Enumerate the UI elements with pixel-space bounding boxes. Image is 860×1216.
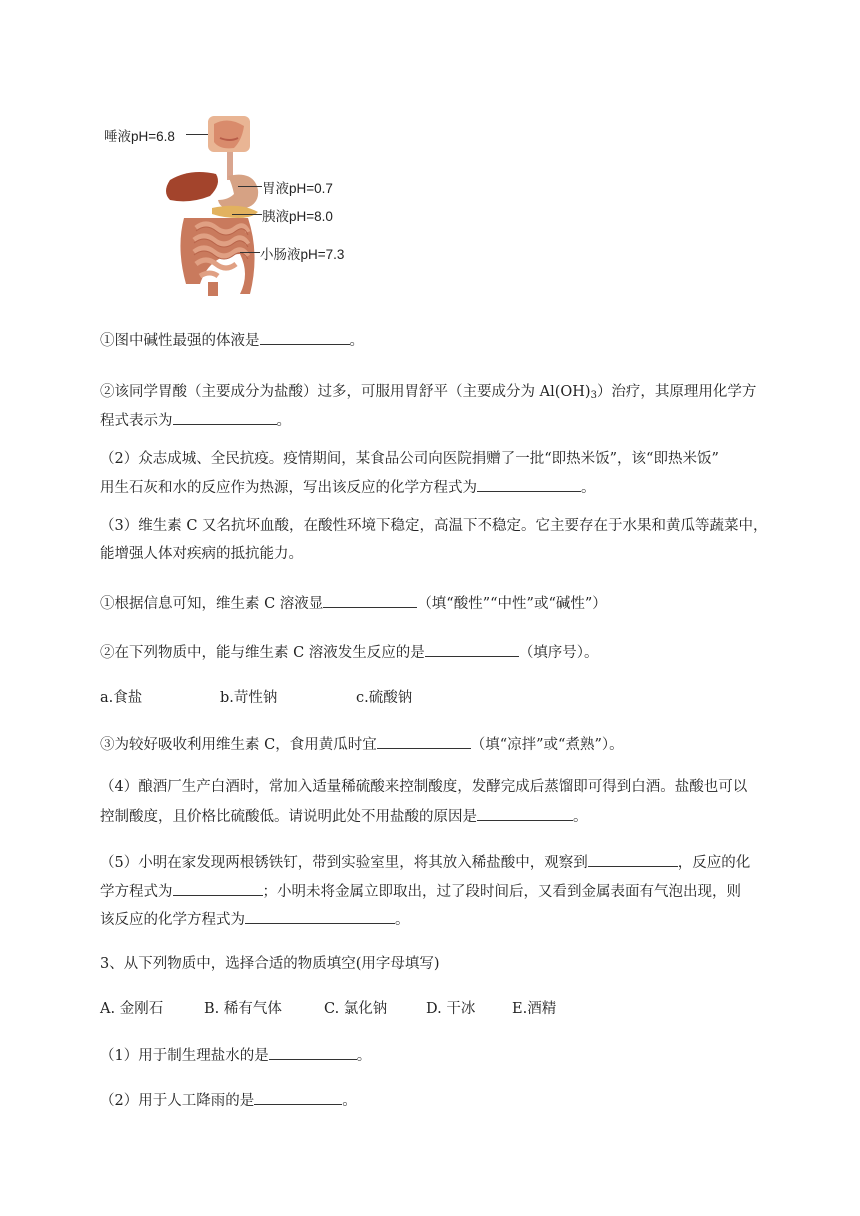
option-c: C. 氯化钠 — [324, 1001, 388, 1017]
gastric-leader-line — [238, 186, 262, 187]
saliva-leader-line — [186, 134, 208, 135]
pancreatic-leader-line — [232, 214, 262, 215]
q5-line1: （5）小明在家发现两根锈铁钉，带到实验室里，将其放入稀盐酸中，观察到 ，反应的化 — [100, 851, 802, 874]
q2-line2: 用生石灰和水的反应作为热源，写出该反应的化学方程式为 。 — [100, 476, 802, 499]
q3-line1: （3）维生素 C 又名抗坏血酸，在酸性环境下稳定，高温下不稳定。它主要存在于水果和黄瓜等蔬菜中， — [100, 518, 768, 534]
q5-line3: 该反应的化学方程式为 。 — [100, 908, 802, 931]
answer-blank[interactable] — [173, 409, 277, 425]
answer-blank[interactable] — [477, 805, 573, 821]
question3-sub1: （1）用于制生理盐水的是 。 — [100, 1044, 802, 1067]
answer-blank[interactable] — [425, 641, 519, 657]
option-b: b.苛性钠 — [220, 690, 278, 706]
intestinal-ph-label: 小肠液pH=7.3 — [260, 247, 345, 262]
q4-line1: （4）酿酒厂生产白酒时，常加入适量稀硫酸来控制酸度，发酵完成后蒸馏即可得到白酒。盐酸也可以 — [100, 779, 748, 795]
question3-sub2: （2）用于人工降雨的是 。 — [100, 1089, 802, 1112]
intestinal-leader-line — [240, 252, 260, 253]
saliva-ph-label: 唾液pH=6.8 — [104, 129, 175, 144]
q1-sub1: ①图中碱性最强的体液是 。 — [100, 329, 802, 352]
answer-blank[interactable] — [377, 733, 471, 749]
q2-line1: （2）众志成城、全民抗疫。疫情期间，某食品公司向医院捐赠了一批“即热米饭”，该“即热米饭” — [100, 451, 719, 467]
q5-line2: 学方程式为 ；小明未将金属立即取出，过了段时间后，又看到金属表面有气泡出现，则 — [100, 880, 802, 903]
answer-blank[interactable] — [260, 329, 350, 345]
answer-blank[interactable] — [269, 1044, 357, 1060]
answer-blank[interactable] — [588, 851, 678, 867]
option-a: a.食盐 — [100, 690, 143, 706]
q4-line2: 控制酸度，且价格比硫酸低。请说明此处不用盐酸的原因是 。 — [100, 805, 802, 828]
answer-blank[interactable] — [173, 880, 263, 896]
gastric-ph-label: 胃液pH=0.7 — [262, 181, 333, 196]
pancreatic-ph-label: 胰液pH=8.0 — [262, 209, 333, 224]
option-b: B. 稀有气体 — [204, 1001, 282, 1017]
q3-line2: 能增强人体对疾病的抵抗能力。 — [100, 546, 303, 562]
question3-title: 3、从下列物质中，选择合适的物质填空(用字母填写) — [100, 956, 440, 972]
answer-blank[interactable] — [245, 908, 395, 924]
q1-sub2-line1: ②该同学胃酸（主要成分为盐酸）过多，可服用胃舒平（主要成分为 $Al(OH)_3$）治疗，其原理用化学方 — [100, 384, 757, 401]
q3-sub1: ①根据信息可知，维生素 C 溶液显 （填“酸性”“中性”或“碱性”） — [100, 592, 802, 615]
answer-blank[interactable] — [323, 592, 417, 608]
option-a: A. 金刚石 — [100, 1001, 164, 1017]
option-d: D. 干冰 — [426, 1001, 476, 1017]
option-e: E.酒精 — [512, 1001, 557, 1017]
q1-sub2-line2: 程式表示为 。 — [100, 409, 802, 432]
answer-blank[interactable] — [254, 1089, 342, 1105]
q3-sub2: ②在下列物质中，能与维生素 C 溶液发生反应的是 （填序号）。 — [100, 641, 802, 664]
digestive-system-figure — [100, 110, 370, 300]
option-c: c.硫酸钠 — [356, 690, 413, 706]
answer-blank[interactable] — [477, 476, 581, 492]
q3-sub3: ③为较好吸收利用维生素 C，食用黄瓜时宜 （填“凉拌”或“煮熟”）。 — [100, 733, 802, 756]
